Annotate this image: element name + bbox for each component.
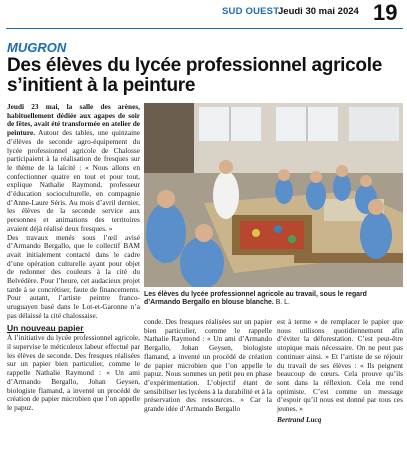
paragraph-1-rest: Autour des tables, une quinzaine d’élèves de seconde agro-équipement du lycée professionnel agricole de Chalosse participaient à la réalisation de fresques sur le thème de la laïcité : « Nous allons en confectionner quatre en tout et pour tout, explique Nathalie Raymond, professeur d’éducation socioculturelle, en compagnie d’Anne-Laure Séris. Au mois d’avril dernier, les élèves de la seconde service aux personnes et animations des territoires avaient déjà réalisé deux fresques. » [7, 128, 140, 233]
paragraph-col2: conde. Des fresques réalisées sur un papier bien particulier, comme le rappelle Nathalie Raymond : « Un ami d’Armando Bergallo, Johan Geysen, biologiste flamand, a inventé un procédé de création de papier microbien que l’on appelle le papuz. Nous sommes un petit peu en phase d’expérimentation. L’objectif étant de sensibiliser les lycéens à la durabilité et à la préservation des ressources. » Car la grande idée d’Armando Bergallo [144, 318, 272, 414]
issue-date: Jeudi 30 mai 2024 [278, 6, 359, 17]
article-photo [144, 103, 403, 287]
section-subhead: Un nouveau papier [7, 322, 84, 333]
article-author: Bertrand Lucq [277, 414, 322, 424]
article-title: Des élèves du lycée professionnel agricole s’initient à la peinture [7, 55, 382, 96]
paragraph-col3: est à terme « de remplacer le papier que nous utilisons quotidiennement afin d’éviter la déforestation. C’est peut-être utopique mais nécessaire. On ne peut pas continuer ainsi. » Et l’artiste de se réjouir du travail de ses élèves : « Ils peignent beaucoup de cœurs. Cela prouve qu’ils sont dans la réflexion. Cela me rend optimiste. C’est comme un message d’espoir qu’il nous est donné par tous ces jeunes. » [277, 318, 403, 414]
masthead [0, 0, 407, 28]
article-column-2 [144, 318, 272, 453]
paragraph-1 [7, 103, 140, 234]
photo-credit: B. L. [273, 299, 290, 307]
article-column-1 [7, 103, 140, 453]
page-number: 19 [373, 0, 398, 25]
article-column-3 [277, 318, 403, 453]
header-rule [6, 28, 403, 29]
paragraph-2: Des travaux menés sous l’œil avisé d’Armando Bergallo, que le collectif BAM avait initialement contacté dans le cadre d’une opération culturelle ayant pour objet de redonner des couleurs à la cité du Belvédère. Pour l’heure, cet audacieux projet tarde à se concrétiser, faute de financements. Pour autant, l’artiste peintre franco-uruguayen basé dans le Lot-et-Garonne n’a pas délaissé la cité chalossaise. [7, 232, 140, 320]
article-kicker: MUGRON [7, 40, 67, 55]
paragraph-3: À l’initiative du lycée professionnel agricole, il supervise le méticuleux labeur effectué par les élèves de seconde. Des fresques réalisées sur un papier bien particulier, comme le rappelle Nathalie Raymond : « Un ami d’Armando Bergallo, Johan Geysen, biologiste flamand, a inventé un procédé de création de papier microbien que l’on appelle le papuz. [7, 333, 140, 412]
classroom-photo-illustration [144, 103, 403, 287]
caption-text: Les élèves du lycée professionnel agricole au travail, sous le regard d’Armando Bergallo en blouse blanche. [144, 291, 367, 307]
photo-caption [144, 291, 403, 307]
newspaper-brand: SUD OUEST [222, 6, 280, 17]
lead-text: Jeudi 23 mai, la salle des arènes, habituellement dédiée aux agapes de soir de fêtes, avait été transformée en atelier de peinture. [7, 103, 140, 138]
